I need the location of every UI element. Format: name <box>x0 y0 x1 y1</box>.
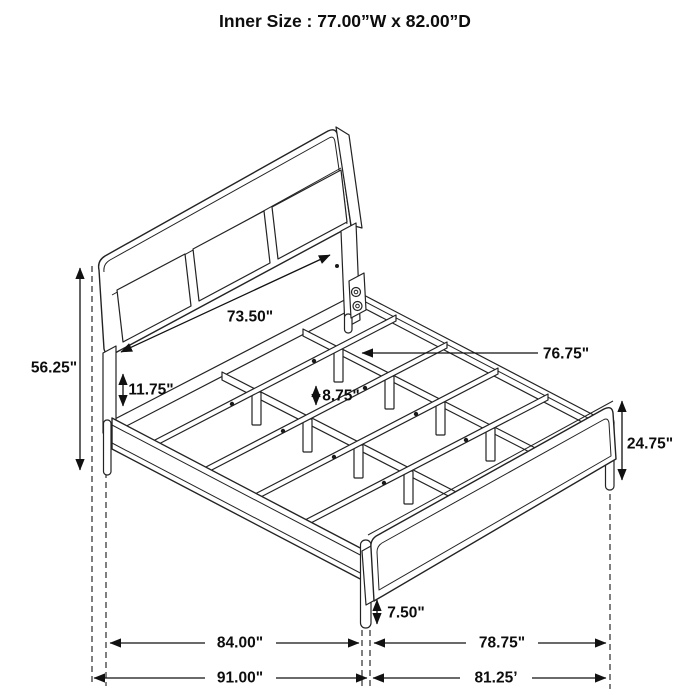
side-rail-near <box>112 418 366 582</box>
slat-support-leg <box>354 445 363 478</box>
slat-support-leg <box>385 376 394 409</box>
screw-dot <box>312 359 316 363</box>
screw-dot <box>332 455 336 459</box>
dim-label-footboard-height: 24.75" <box>626 435 674 453</box>
dim-label-footboard-leg-height: 7.50" <box>387 604 425 622</box>
screw-dot <box>464 438 468 442</box>
screw-dot <box>382 481 386 485</box>
dim-label-headboard-width: 73.50" <box>226 308 274 326</box>
slat-support-leg <box>303 419 312 452</box>
bed-frame <box>99 127 616 628</box>
dim-label-overall-width: 81.25’ <box>474 669 518 687</box>
dim-label-rail-length: 84.00" <box>216 634 264 652</box>
slat-support-leg <box>252 392 261 425</box>
dim-footboard-width <box>374 635 606 652</box>
screw-dot <box>414 412 418 416</box>
dim-label-panel-to-rail: 11.75" <box>128 381 174 399</box>
bracket-bolt-hole-center <box>354 290 358 294</box>
slat-support-leg <box>436 402 445 435</box>
slat-support-leg <box>404 471 413 504</box>
dim-label-slat-width: 76.75" <box>542 345 590 363</box>
dim-label-footboard-width: 78.75" <box>478 634 526 652</box>
slat-support-leg <box>334 349 343 382</box>
slat-support-leg <box>486 428 495 461</box>
page-title: Inner Size : 77.00”W x 82.00”D <box>219 11 471 31</box>
slat <box>255 368 498 500</box>
screw-dot <box>230 402 234 406</box>
dim-overall-depth <box>94 670 367 687</box>
bracket-bolt-hole-center <box>356 304 360 308</box>
dim-overall-width <box>373 670 606 687</box>
side-rail-far <box>358 292 607 435</box>
dim-label-headboard-height: 56.25" <box>30 359 78 377</box>
headboard-leg-left-foot <box>104 420 112 475</box>
screw-dot <box>335 264 339 268</box>
dim-label-support-leg-height: 8.75" <box>322 387 360 405</box>
screw-dot <box>281 429 285 433</box>
dim-rail-length <box>110 635 359 652</box>
screw-dot <box>363 386 367 390</box>
dim-label-overall-depth: 91.00" <box>216 669 264 687</box>
